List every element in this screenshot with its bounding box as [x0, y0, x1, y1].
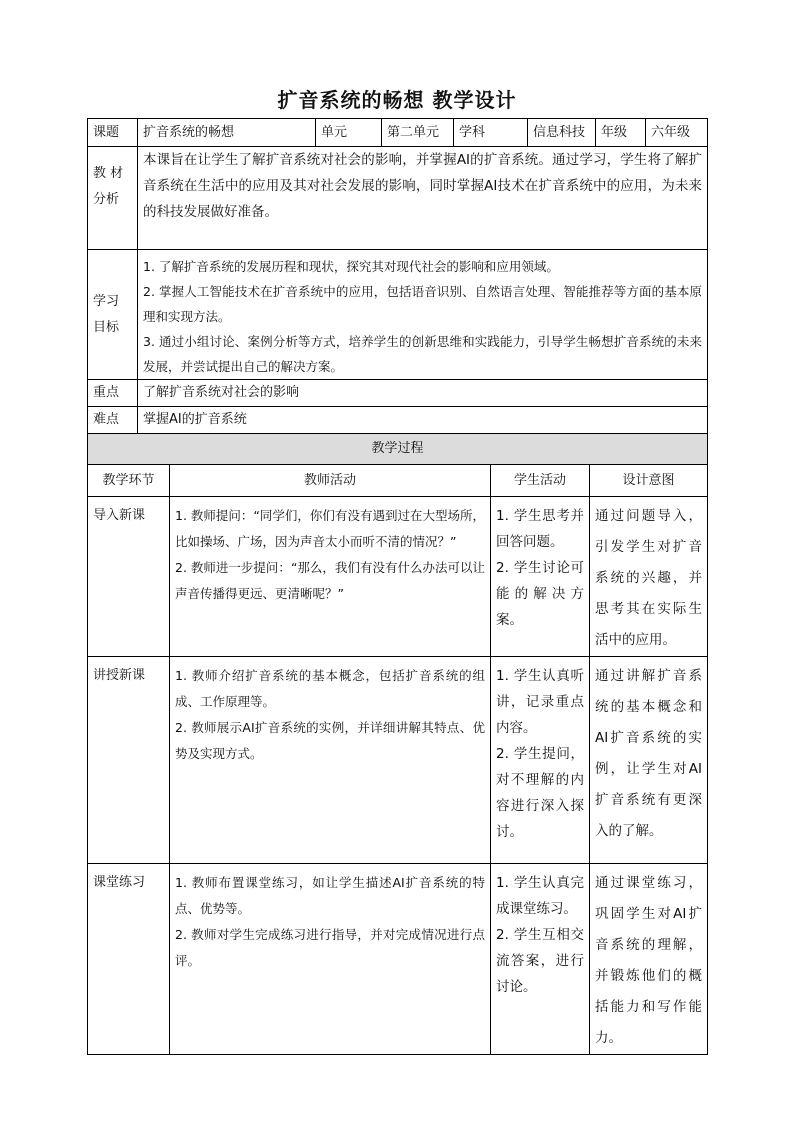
teacher-activity-item: 1. 教师提问：“同学们，你们有没有遇到过在大型场所，比如操场、广场，因为声音太小而听不清的情况？”	[175, 508, 485, 549]
unit-label: 单元	[316, 119, 382, 147]
teacher-activity	[170, 657, 491, 864]
stage-cell: 课堂练习	[88, 864, 170, 1055]
document-title: 扩音系统的畅想 教学设计	[277, 88, 517, 112]
header-intent: 设计意图	[590, 465, 708, 497]
design-intent: 通过课堂练习，巩固学生对AI扩音系统的理解，并锻炼他们的概括能力和写作能力。	[590, 864, 708, 1055]
student-activity-item: 2. 学生互相交流答案，进行讨论。	[496, 927, 584, 995]
stage-cell: 讲授新课	[88, 657, 170, 864]
goal-item: 2. 掌握人工智能技术在扩音系统中的应用，包括语音识别、自然语言处理、智能推荐等方面的基本原理和实现方法。	[143, 284, 702, 324]
header-stage: 教学环节	[88, 465, 170, 497]
subject-value: 信息科技	[528, 119, 596, 147]
process-row-practice	[88, 864, 708, 1055]
student-activity-item: 1. 学生认真完成课堂练习。	[496, 875, 584, 917]
goals-list	[138, 250, 708, 380]
info-row-topic	[88, 119, 708, 147]
design-intent: 通过讲解扩音系统的基本概念和AI扩音系统的实例，让学生对AI扩音系统有更深入的了解。	[590, 657, 708, 864]
student-activity-item: 1. 学生认真听讲，记录重点内容。	[496, 668, 584, 736]
difficulty-row	[88, 407, 708, 434]
student-activity-item: 2. 学生提问，对不理解的内容进行深入探讨。	[496, 746, 584, 840]
student-activity	[491, 497, 590, 657]
student-activity-item: 2. 学生讨论可能的解决方案。	[496, 560, 584, 628]
student-activity	[491, 657, 590, 864]
grade-label: 年级	[596, 119, 646, 147]
teacher-activity-item: 1. 教师介绍扩音系统的基本概念，包括扩音系统的组成、工作原理等。	[175, 668, 485, 709]
goal-item: 1. 了解扩音系统的发展历程和现状，探究其对现代社会的影响和应用领域。	[143, 259, 559, 274]
topic-value: 扩音系统的畅想	[138, 119, 316, 147]
difficulty-text: 掌握AI的扩音系统	[138, 407, 708, 434]
teacher-activity	[170, 497, 491, 657]
key-point-row	[88, 380, 708, 407]
analysis-text: 本课旨在让学生了解扩音系统对社会的影响，并掌握AI的扩音系统。通过学习，学生将了解扩音系统在生活中的应用及其对社会发展的影响，同时掌握AI技术在扩音系统中的应用，为未来的科技发展做好准备。	[138, 147, 708, 250]
teacher-activity-item: 2. 教师进一步提问：“那么，我们有没有什么办法可以让声音传播得更远、更清晰呢？”	[175, 560, 485, 601]
key-point-text: 了解扩音系统对社会的影响	[138, 380, 708, 407]
header-student: 学生活动	[491, 465, 590, 497]
analysis-label	[88, 147, 138, 250]
unit-value: 第二单元	[382, 119, 454, 147]
analysis-label-line1: 教 材	[93, 166, 124, 181]
design-intent: 通过问题导入，引发学生对扩音系统的兴趣，并思考其在实际生活中的应用。	[590, 497, 708, 657]
teacher-activity-item: 2. 教师展示AI扩音系统的实例，并详细讲解其特点、优势及实现方式。	[175, 720, 485, 761]
teacher-activity-item: 2. 教师对学生完成练习进行指导，并对完成情况进行点评。	[175, 927, 485, 968]
goals-label	[88, 250, 138, 380]
grade-value: 六年级	[646, 119, 708, 147]
goal-item: 3. 通过小组讨论、案例分析等方式，培养学生的创新思维和实践能力，引导学生畅想扩音系统的未来发展，并尝试提出自己的解决方案。	[143, 334, 702, 374]
teacher-activity	[170, 864, 491, 1055]
process-table	[87, 433, 708, 1055]
goals-row	[88, 250, 708, 380]
goals-label-line1: 学习	[93, 293, 120, 309]
analysis-label-line2: 分析	[93, 192, 120, 207]
header-teacher: 教师活动	[170, 465, 491, 497]
process-title: 教学过程	[88, 434, 708, 465]
process-row-intro	[88, 497, 708, 657]
process-row-teaching	[88, 657, 708, 864]
info-table	[87, 118, 708, 434]
difficulty-label: 难点	[88, 407, 138, 434]
process-header-row	[88, 465, 708, 497]
process-title-row	[88, 434, 708, 465]
analysis-row	[88, 147, 708, 250]
goals-label-line2: 目标	[93, 319, 120, 335]
student-activity-item: 1. 学生思考并回答问题。	[496, 508, 584, 550]
key-point-label: 重点	[88, 380, 138, 407]
subject-label: 学科	[454, 119, 528, 147]
topic-label: 课题	[88, 119, 138, 147]
stage-cell: 导入新课	[88, 497, 170, 657]
teacher-activity-item: 1. 教师布置课堂练习，如让学生描述AI扩音系统的特点、优势等。	[175, 875, 485, 916]
student-activity	[491, 864, 590, 1055]
